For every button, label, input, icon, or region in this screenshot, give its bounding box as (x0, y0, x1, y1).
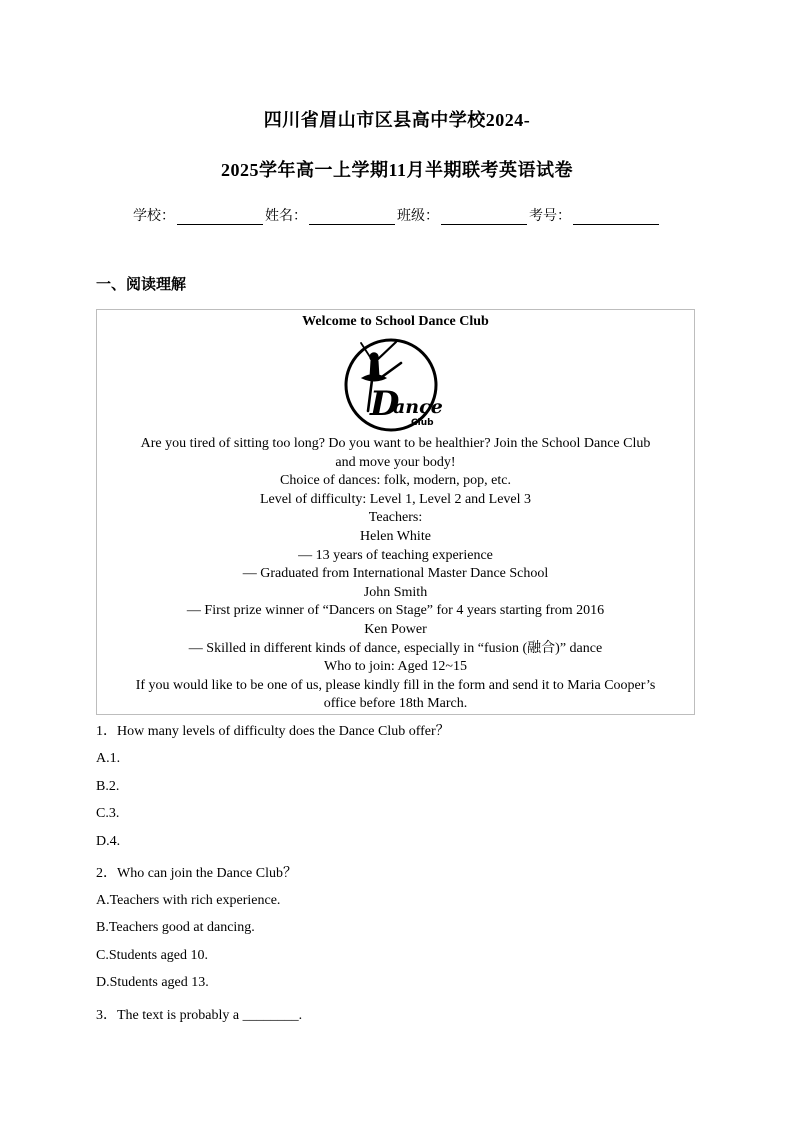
name-blank[interactable] (309, 210, 395, 225)
passage-body (97, 435, 694, 714)
student-info-row (0, 205, 794, 225)
logo-text-club: Club (410, 418, 434, 428)
question-1-option-c[interactable]: C.3. (96, 806, 120, 821)
reading-passage-box (96, 309, 695, 715)
question-3-stem: 3．The text is probably a ________. (96, 1008, 303, 1023)
name-label: 姓名： (265, 209, 307, 224)
class-blank[interactable] (441, 210, 527, 225)
passage-line: — First prize winner of “Dancers on Stage” for 4 years starting from 2016 (186, 603, 605, 619)
exam-title-line2: 2025学年高一上学期11月半期联考英语试卷 (220, 160, 573, 180)
passage-line: — 13 years of teaching experience (298, 547, 493, 563)
logo-letter-d: D (369, 384, 399, 424)
passage-title: Welcome to School Dance Club (302, 314, 489, 329)
exam-number-field (529, 205, 661, 225)
passage-line: Teachers: (368, 510, 423, 526)
passage-line: If you would like to be one of us, please kindly fill in the form and send it to Maria Cooper’s (135, 677, 656, 693)
school-blank[interactable] (177, 210, 263, 225)
question-2-option-d[interactable]: D.Students aged 13. (96, 975, 209, 990)
class-label: 班级： (397, 209, 439, 224)
question-1-option-b[interactable]: B.2. (96, 779, 120, 794)
exam-title-line1: 四川省眉山市区县高中学校2024- (263, 110, 531, 130)
dance-club-logo-icon (341, 333, 451, 435)
passage-line: Ken Power (364, 621, 427, 637)
passage-line: Choice of dances: folk, modern, pop, etc. (280, 473, 511, 489)
question-2-option-a[interactable]: A.Teachers with rich experience. (96, 893, 281, 908)
passage-line: Helen White (360, 528, 431, 544)
exam-number-label: 考号： (529, 209, 571, 224)
section-heading-reading: 一、阅读理解 (96, 275, 187, 293)
question-2-option-b[interactable]: B.Teachers good at dancing. (96, 920, 255, 935)
logo-text-ance: ance (392, 396, 443, 418)
exam-number-blank[interactable] (573, 210, 659, 225)
school-label: 学校： (133, 209, 175, 224)
question-1-stem: 1．How many levels of difficulty does the Dance Club offer？ (96, 724, 450, 739)
class-field (397, 205, 529, 225)
passage-line: Level of difficulty: Level 1, Level 2 and Level 3 (259, 491, 532, 507)
passage-line: and move your body! (335, 454, 456, 470)
dance-club-logo (341, 333, 451, 435)
passage-line: Are you tired of sitting too long? Do you want to be healthier? Join the School Dance Club (140, 436, 651, 451)
passage-line: John Smith (363, 584, 428, 600)
question-2-option-c[interactable]: C.Students aged 10. (96, 948, 208, 963)
question-1-option-a[interactable]: A.1. (96, 751, 121, 766)
name-field (265, 205, 397, 225)
question-2-stem: 2．Who can join the Dance Club？ (96, 866, 298, 881)
passage-line: — Graduated from International Master Dance School (242, 566, 549, 582)
school-field (133, 205, 265, 225)
question-1-option-d[interactable]: D.4. (96, 834, 121, 849)
passage-line: Who to join: Aged 12~15 (324, 659, 467, 675)
passage-line: office before 18th March. (323, 696, 468, 712)
passage-line: — Skilled in different kinds of dance, especially in “fusion (融合)” dance (188, 640, 603, 656)
